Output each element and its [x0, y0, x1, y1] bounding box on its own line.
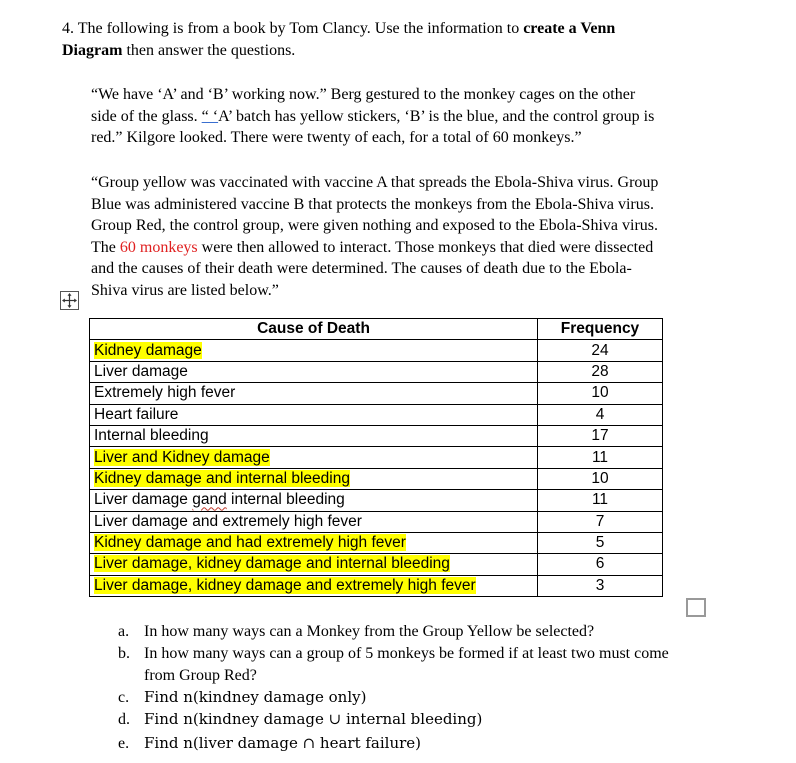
table-row — [90, 468, 663, 489]
frequency-cell: 28 — [538, 361, 663, 382]
frequency-cell: 5 — [538, 532, 663, 553]
cause-cell: Liver damage, kidney damage and internal bleeding — [94, 555, 450, 573]
table-row — [90, 554, 663, 575]
frequency-cell: 11 — [538, 490, 663, 511]
cause-cell: Liver damage and extremely high fever — [94, 512, 362, 530]
passage-2-line: Blue was administered vaccine B that protects the monkeys from the Ebola-Shiva virus. — [91, 195, 654, 213]
cause-cell: Liver damage — [94, 362, 188, 380]
passage-1-line: “We have ‘A’ and ‘B’ working now.” Berg gestured to the monkey cages on the other — [91, 86, 636, 103]
frequency-cell: 6 — [538, 554, 663, 575]
heading-line-2: Diagram then answer the questions. — [62, 41, 296, 59]
table-row — [90, 425, 663, 446]
cause-cell: Kidney damage and internal bleeding — [94, 469, 350, 487]
frequency-cell: 10 — [538, 468, 663, 489]
cause-cell: Liver and Kidney damage — [94, 448, 270, 466]
cause-cell: Kidney damage and had extremely high fever — [94, 534, 406, 552]
heading-line-1: 4. The following is from a book by Tom Clancy. Use the information to create a Venn — [62, 20, 616, 37]
frequency-cell: 24 — [538, 340, 663, 361]
square-box-icon[interactable] — [686, 598, 706, 617]
cause-cell: Liver damage gand internal bleeding — [90, 490, 538, 511]
passage-2-line: Shiva virus are listed below.” — [91, 281, 279, 299]
frequency-cell: 10 — [538, 383, 663, 404]
table-row — [90, 490, 663, 511]
passage-2-line: and the causes of their death were determined. The causes of death due to the Ebola- — [91, 260, 632, 277]
table-header-row — [90, 319, 663, 340]
table-row — [90, 511, 663, 532]
misspelled-word: gand — [192, 491, 227, 509]
frequency-cell: 17 — [538, 425, 663, 446]
header-cause: Cause of Death — [90, 319, 538, 340]
table-row — [90, 404, 663, 425]
passage-2-line: “Group yellow was vaccinated with vaccine A that spreads the Ebola-Shiva virus. Group — [91, 174, 659, 191]
question-a: a. In how many ways can a Monkey from the Group Yellow be selected? — [118, 623, 595, 640]
question-heading — [62, 18, 615, 61]
cause-cell: Internal bleeding — [94, 427, 209, 445]
question-b: b. In how many ways can a group of 5 monkeys be formed if at least two must come — [118, 645, 669, 662]
passage-2-line: The 60 monkeys were then allowed to interact. Those monkeys that died were dissected — [91, 238, 654, 256]
cause-cell: Liver damage, kidney damage and extremely high fever — [94, 576, 476, 594]
cause-cell: Kidney damage — [94, 341, 202, 359]
question-e: e. Find n(liver damage ∩ heart failure) — [118, 734, 422, 752]
passage-2-line: Group Red, the control group, were given nothing and exposed to the Ebola-Shiva virus. — [91, 217, 658, 234]
frequency-cell: 7 — [538, 511, 663, 532]
question-c: c. Find n(kindney damage only) — [118, 688, 367, 706]
move-handle-icon[interactable] — [60, 291, 79, 310]
frequency-cell: 11 — [538, 447, 663, 468]
passage-1-line: red.” Kilgore looked. There were twenty of each, for a total of 60 monkeys.” — [91, 129, 582, 146]
table-row — [90, 532, 663, 553]
question-b-continued: from Group Red? — [144, 667, 257, 684]
cause-cell: Heart failure — [94, 405, 179, 423]
frequency-cell: 4 — [538, 404, 663, 425]
table-row — [90, 575, 663, 596]
table-row — [90, 340, 663, 361]
header-frequency: Frequency — [538, 319, 663, 340]
table-row — [90, 383, 663, 404]
cause-cell: Extremely high fever — [94, 384, 236, 402]
passage-1 — [91, 84, 654, 149]
table-row — [90, 361, 663, 382]
question-d: d. Find n(kindney damage ∪ internal bleeding) — [118, 710, 483, 728]
frequency-cell: 3 — [538, 575, 663, 596]
passage-2 — [91, 172, 658, 301]
cause-of-death-table — [89, 318, 663, 597]
passage-1-line: side of the glass. “ ‘A’ batch has yellow stickers, ‘B’ is the blue, and the control group is — [91, 107, 655, 125]
table-row — [90, 447, 663, 468]
